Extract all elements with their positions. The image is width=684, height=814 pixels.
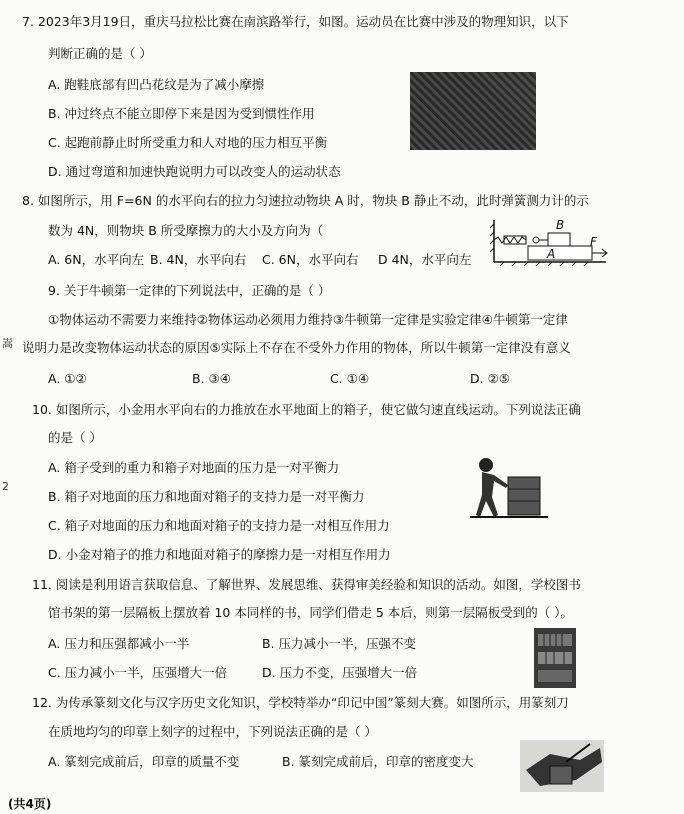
q9-stem: 9. 关于牛顿第一定律的下列说法中，正确的是（ ） bbox=[48, 283, 331, 298]
q11-option-d: D. 压力不变，压强增大一倍 bbox=[262, 665, 418, 680]
q7-option-c: C. 起跑前静止时所受重力和人对地的压力相互平衡 bbox=[48, 135, 328, 150]
q9-statements-line1: ①物体运动不需要力来维持②物体运动必须用力维持③牛顿第一定律是实验定律④牛顿第一定律 bbox=[48, 312, 568, 327]
q11-option-a: A. 压力和压强都减小一半 bbox=[48, 636, 190, 651]
q8-label-b: B bbox=[556, 218, 565, 232]
q9-option-a: A. ①② bbox=[48, 371, 87, 386]
q12-option-a: A. 篆刻完成前后，印章的质量不变 bbox=[48, 754, 240, 769]
q12-stem-line1: 12. 为传承篆刻文化与汉字历史文化知识，学校特举办“印记中国”篆刻大赛。如图所示，用篆刻刀 bbox=[32, 695, 569, 710]
q10-option-a: A. 箱子受到的重力和箱子对地面的压力是一对平衡力 bbox=[48, 460, 340, 475]
q11-bookshelf-photo bbox=[534, 628, 576, 688]
q8-stem-line2: 数为 4N，则物块 B 所受摩擦力的大小及方向为（ bbox=[48, 223, 324, 238]
q7-marathon-photo bbox=[410, 72, 536, 150]
q10-option-d: D. 小金对箱子的推力和地面对箱子的摩擦力是一对相互作用力 bbox=[48, 547, 391, 562]
q11-option-b: B. 压力减小一半，压强不变 bbox=[262, 636, 417, 651]
q7-option-b: B. 冲过终点不能立即停下来是因为受到惯性作用 bbox=[48, 106, 315, 121]
q8-option-b: B. 4N，水平向右 bbox=[150, 252, 247, 267]
q8-label-f: F bbox=[590, 235, 597, 249]
q8-option-d: D 4N，水平向左 bbox=[378, 252, 472, 267]
q8-option-a: A. 6N，水平向左 bbox=[48, 252, 145, 267]
q12-option-b: B. 篆刻完成前后，印章的密度变大 bbox=[282, 754, 474, 769]
q11-stem-line2: 馆书架的第一层隔板上摆放着 10 本同样的书，同学们借走 5 本后，则第一层隔板受到的（ ）。 bbox=[48, 605, 573, 620]
q10-option-b: B. 箱子对地面的压力和地面对箱子的支持力是一对平衡力 bbox=[48, 489, 365, 504]
margin-mark: 2 bbox=[2, 480, 9, 493]
q7-stem-line1: 7. 2023年3月19日，重庆马拉松比赛在南滨路举行，如图。运动员在比赛中涉及的物理知识，以下 bbox=[22, 14, 569, 29]
q10-stem-line1: 10. 如图所示，小金用水平向右的力推放在水平地面上的箱子，使它做匀速直线运动。下列说法正确 bbox=[32, 402, 581, 417]
q10-stem-line2: 的是（ ） bbox=[48, 430, 102, 445]
q11-option-c: C. 压力减小一半，压强增大一倍 bbox=[48, 665, 228, 680]
q9-option-b: B. ③④ bbox=[192, 371, 231, 386]
q8-option-c: C. 6N，水平向右 bbox=[262, 252, 359, 267]
q7-option-d: D. 通过弯道和加速快跑说明力可以改变人的运动状态 bbox=[48, 164, 341, 179]
q10-option-c: C. 箱子对地面的压力和地面对箱子的支持力是一对相互作用力 bbox=[48, 518, 390, 533]
q7-stem-line2: 判断正确的是（ ） bbox=[48, 46, 152, 61]
q8-label-a: A bbox=[547, 247, 556, 261]
q9-statements-line2: 说明力是改变物体运动状态的原因⑤实际上不存在不受外力作用的物体，所以牛顿第一定律没有意义 bbox=[22, 340, 571, 355]
page-count-footer: (共4页) bbox=[8, 797, 52, 811]
margin-mark: 嵩 bbox=[2, 337, 13, 350]
q11-stem-line1: 11. 阅读是利用语言获取信息、了解世界、发展思维、获得审美经验和知识的活动。如图，学校图书 bbox=[32, 577, 581, 592]
q9-option-d: D. ②⑤ bbox=[470, 371, 510, 386]
q9-option-c: C. ①④ bbox=[330, 371, 370, 386]
q8-stem-line1: 8. 如图所示，用 F=6N 的水平向右的拉力匀速拉动物块 A 时，物块 B 静止不动，此时弹簧测力计的示 bbox=[22, 193, 589, 208]
q12-stem-line2: 在质地均匀的印章上刻字的过程中，下列说法正确的是（ ） bbox=[48, 724, 377, 739]
q10-pushing-box-illustration bbox=[468, 455, 550, 525]
q7-option-a: A. 跑鞋底部有凹凸花纹是为了减小摩擦 bbox=[48, 77, 265, 92]
q12-seal-carving-photo bbox=[520, 740, 604, 792]
